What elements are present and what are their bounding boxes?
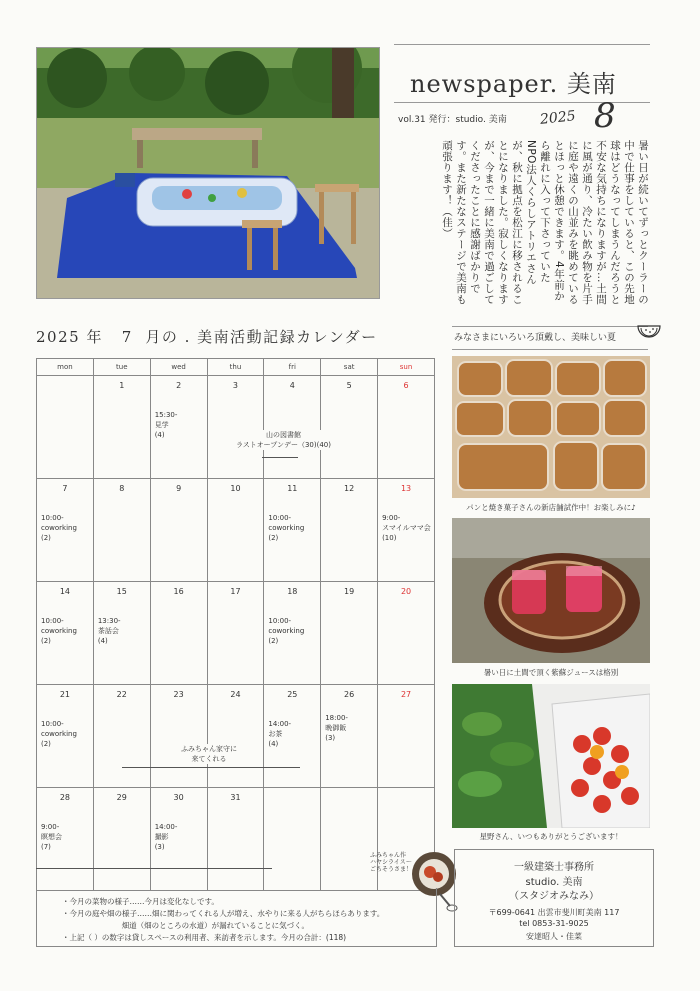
day-number: 16	[173, 587, 184, 596]
activity-calendar	[36, 358, 435, 891]
calendar-day	[93, 788, 150, 891]
calendar-day	[37, 685, 94, 788]
day-number: 25	[287, 690, 298, 699]
calendar-day	[321, 788, 378, 891]
day-number: 27	[400, 690, 412, 699]
note-line: ・今月の庭や畑の様子……畑に関わってくれる人が増え、水やりに来る人がちらほらあります。	[62, 909, 385, 918]
calendar-day	[378, 582, 435, 685]
calendar-day	[264, 582, 321, 685]
day-number: 8	[119, 484, 125, 493]
calendar-day	[321, 376, 378, 479]
day-number: 2	[176, 381, 182, 390]
day-number: 23	[173, 690, 184, 699]
card-studio-reading: （スタジオみなみ）	[509, 891, 599, 902]
calendar-day	[321, 685, 378, 788]
day-event: 10:00- coworking (2)	[268, 514, 305, 542]
day-number: 10	[230, 484, 241, 493]
day-number: 29	[116, 793, 127, 802]
garden-photo	[36, 47, 380, 299]
day-number: 3	[232, 381, 238, 390]
day-number: 28	[59, 793, 71, 802]
monthly-notes	[62, 896, 384, 944]
calendar-day	[378, 376, 435, 479]
handwritten-month: 8	[594, 96, 616, 136]
day-number: 5	[346, 381, 352, 390]
watermelon-icon	[636, 322, 662, 348]
weekday-header: fri	[264, 359, 321, 376]
calendar-day	[93, 685, 150, 788]
day-number: 31	[230, 793, 241, 802]
calendar-day	[378, 685, 435, 788]
calendar-day	[207, 685, 264, 788]
note-line: 畑道（畑のところの水道）が漏れていることに気づく。	[62, 921, 309, 930]
calendar-day	[150, 685, 207, 788]
calendar-day	[150, 788, 207, 891]
calendar-day	[93, 376, 150, 479]
caption-bread: パンと焼き菓子さんの新店舗試作中！お楽しみに♪	[466, 503, 636, 512]
calendar-week	[37, 788, 435, 891]
card-tel: tel 0853-31-9025	[519, 919, 589, 928]
day-event: 9:00- 瞑想会 (7)	[41, 823, 62, 851]
calendar-week	[37, 479, 435, 582]
card-names: 安達昭人・佳菜	[526, 932, 582, 941]
day-number: 6	[403, 381, 409, 390]
calendar-day	[93, 479, 150, 582]
calendar-day	[150, 479, 207, 582]
weekday-header: wed	[150, 359, 207, 376]
day-event: 10:00- coworking (2)	[268, 617, 305, 645]
card-studio-name: studio. 美南	[525, 877, 583, 888]
day-event: 10:00- coworking (2)	[41, 514, 77, 542]
day-number: 17	[230, 587, 241, 596]
fumi-curry-note	[370, 852, 412, 873]
day-event: 14:00- お茶 (4)	[268, 720, 292, 748]
day-event: 13:30- 茶話会 (4)	[97, 617, 121, 645]
day-number: 21	[59, 690, 71, 699]
calendar-day	[37, 376, 94, 479]
day-number: 18	[287, 587, 298, 596]
day-number: 14	[59, 587, 71, 596]
note-line: ・今月の菜物の様子……今月は変化なしです。	[62, 897, 219, 906]
event-span-arrow	[262, 457, 298, 458]
day-number: 24	[230, 690, 241, 699]
handwritten-year: 2025	[539, 108, 577, 128]
day-number: 13	[400, 484, 412, 493]
shiso-juice-photo	[452, 518, 650, 663]
thanks-text: みなさまにいろいろ頂戴し、美味しい夏	[454, 333, 617, 343]
masthead-title: newspaper. 美南	[410, 70, 617, 98]
day-number: 1	[119, 381, 125, 390]
calendar-day	[37, 479, 94, 582]
calendar-day	[321, 479, 378, 582]
day-number: 22	[116, 690, 127, 699]
calendar-week	[37, 376, 435, 479]
day-number: 9	[176, 484, 182, 493]
calendar-day	[264, 376, 321, 479]
calendar-day	[207, 376, 264, 479]
bread-photo	[452, 356, 650, 498]
day-number: 4	[289, 381, 295, 390]
day-number: 15	[116, 587, 127, 596]
event-library-last-day: 山の図書館 ラストオープンデー（30)(40)	[236, 431, 331, 449]
calendar-day	[378, 479, 435, 582]
vegetables-photo	[452, 684, 650, 828]
calendar-day	[37, 788, 94, 891]
calendar-week	[37, 685, 435, 788]
calendar-title: 2025 年 7 月の . 美南活動記録カレンダー	[36, 328, 378, 346]
calendar-day	[264, 479, 321, 582]
weekday-header: sat	[321, 359, 378, 376]
event-fumi-visit: ふみちゃん家守に 来てくれる	[181, 745, 237, 763]
caption-vegetables: 星野さん、いつもありがとうございます！	[479, 832, 623, 841]
calendar-day	[264, 788, 321, 891]
day-number: 7	[62, 484, 68, 493]
day-event: 18:00- 晩御飯 (3)	[325, 714, 348, 742]
day-event: 9:00- スマイルママ会 (10)	[382, 514, 431, 542]
weekday-header: thu	[207, 359, 264, 376]
masthead-rule-top	[394, 44, 650, 45]
calendar-day	[207, 479, 264, 582]
calendar-day	[150, 376, 207, 479]
day-number: 30	[173, 793, 184, 802]
caption-shiso: 暑い日に土間で頂く紫蘇ジュースは格別	[483, 668, 619, 677]
day-number: 11	[287, 484, 298, 493]
calendar-day	[264, 685, 321, 788]
calendar-day	[150, 582, 207, 685]
calendar-day	[93, 582, 150, 685]
calendar-day	[321, 582, 378, 685]
calendar-day	[207, 788, 264, 891]
fumi-note-text: ふみちゃん作 ハヤシライス〜 ごちそうさま！	[370, 852, 413, 873]
intro-article: 暑い日が続いてずっとクーラーの中で仕事をしていると、この先地球はどうなってしまうんだろうと不安な気持ちになりますが…土間に風が通り、冷たい飲み物を片手に庭や遠くの山並みを眺めているとほっと休憩できます。4年前から離れに入って下さっていたNPO法人くらしアトリエさんが、秋に拠点を松江に移されることになりました。寂しくなりますが、今まで一緒に美南で過ごしてくださったことに感謝ばかりです。また新たなステージで美南も頑張ります！（佳）	[441, 140, 649, 305]
note-line: ・上記（ ）の数字は貸しスペースの利用者、来訪者を示します。今月の合計：(118)	[62, 933, 347, 942]
calendar-day	[207, 582, 264, 685]
card-address: 〒699-0641 出雲市斐川町美南 117	[488, 908, 620, 917]
issue-info: vol.31 発行：studio. 美南	[398, 115, 507, 125]
office-card	[454, 849, 654, 947]
visit-span-arrow	[122, 767, 300, 768]
day-event: 10:00- coworking (2)	[41, 617, 77, 645]
weekday-header: sun	[378, 359, 435, 376]
day-number: 20	[400, 587, 412, 596]
week5-span-arrow	[36, 868, 272, 869]
day-number: 19	[344, 587, 355, 596]
weekday-header: mon	[37, 359, 94, 376]
weekday-header: tue	[93, 359, 150, 376]
calendar-day	[37, 582, 94, 685]
calendar-week	[37, 582, 435, 685]
day-event: 10:00- coworking (2)	[41, 720, 77, 748]
day-number: 12	[344, 484, 355, 493]
card-office-type: 一級建築士事務所	[514, 862, 594, 873]
day-number: 26	[344, 690, 355, 699]
day-event: 14:00- 撮影 (3)	[154, 823, 178, 851]
day-event: 15:30- 見学 (4)	[154, 411, 178, 439]
